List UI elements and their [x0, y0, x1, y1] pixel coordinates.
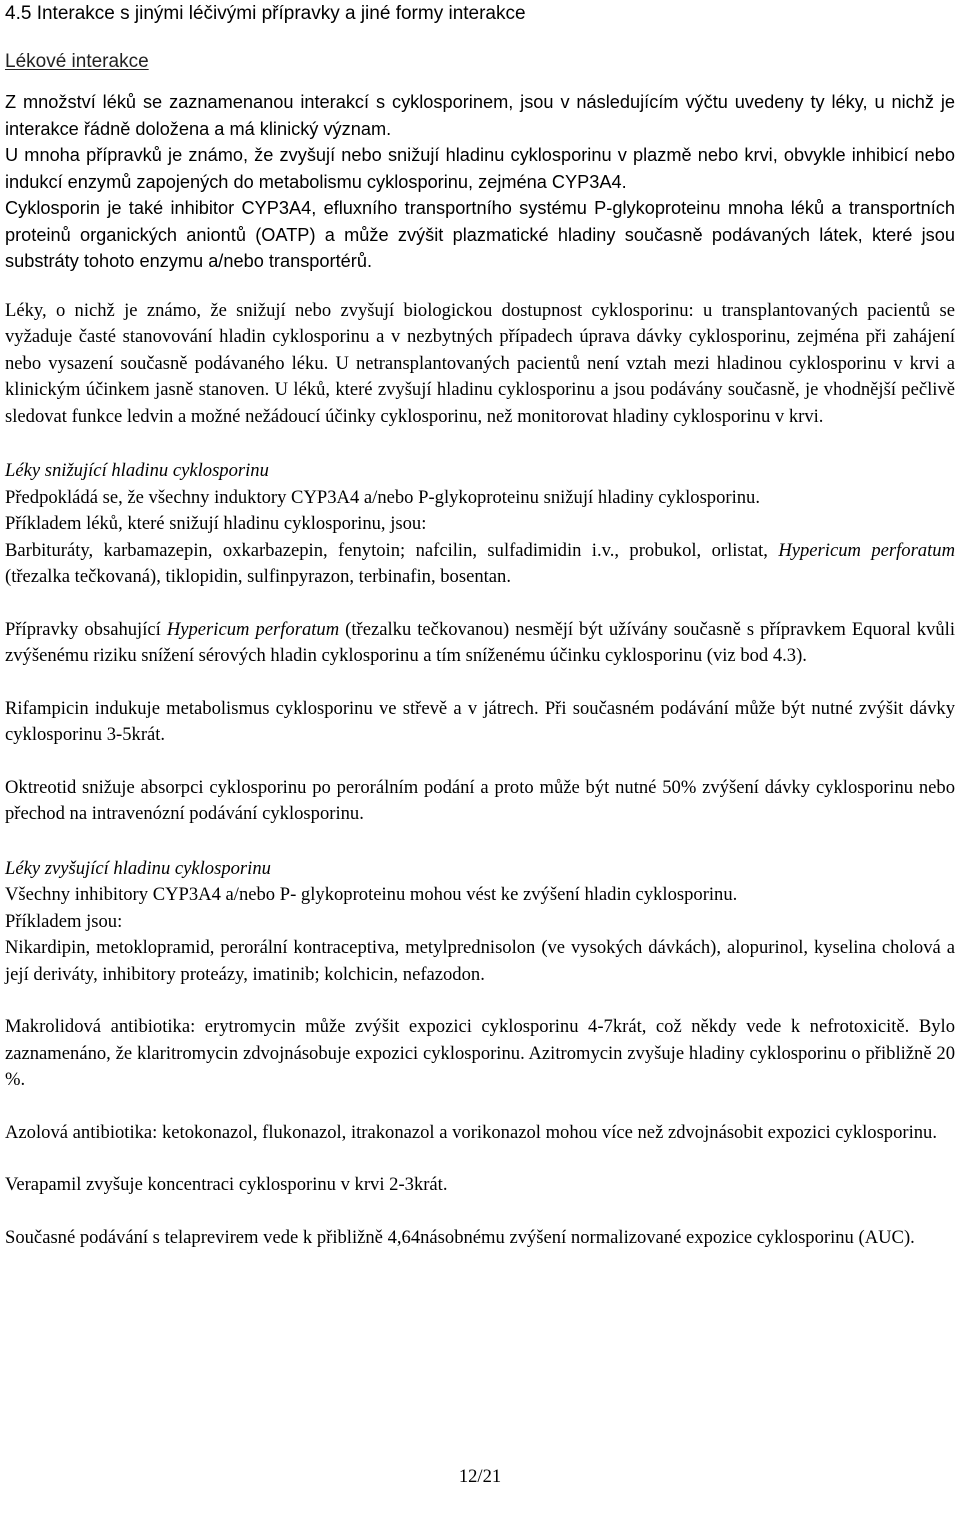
hypericum-start: Přípravky obsahující — [5, 618, 161, 640]
increasing-line-2: Příkladem jsou: — [5, 910, 123, 932]
increasing-line-1: Všechny inhibitory CYP3A4 a/nebo P- glykoproteinu mohou vést ke zvýšení hladin cyklosporinu. — [5, 884, 738, 905]
decreasing-paragraph — [5, 485, 955, 591]
decreasing-list-start: Barbituráty, karbamazepin, oxkarbazepin, fenytoin; nafcilin, sulfadimidin i.v., probukol, orlistat, — [5, 539, 768, 561]
monitoring-paragraph — [5, 298, 955, 431]
telaprevir-paragraph: Současné podávání s telaprevirem vede k přibližně 4,64násobnému zvýšení normalizované expozice cyklosporinu (AUC). — [5, 1226, 915, 1248]
hypericum-italic: Hypericum perforatum — [166, 618, 340, 640]
monitoring-text-1: Léky, o nichž je známo, že snižují nebo zvyšují biologickou dostupnost cyklosporinu: u transplantovaných pacientů se vyžaduje časté stanovování hladin cyklosporinu a v nezbytných případech úprava dávky cyklosporinu, zejména při zahájení nebo vysazení současně podávaného léku. — [5, 299, 955, 374]
intro-text-1: Z množství léků se zaznamenanou interakcí s cyklosporinem, jsou v následujícím výčtu uvedeny ty léky, u nichž je interakce řádně doložena a má klinický význam. — [5, 92, 955, 139]
decreasing-list-end: (třezalka tečkovaná), tiklopidin, sulfinpyrazon, terbinafin, bosentan. — [5, 566, 511, 587]
page-number: 12/21 — [458, 1466, 502, 1487]
monitoring-text-3: U léků, které zvyšují hladinu cyklosporinu a jsou podávány současně, je vhodnější pečlivě sledovat funkce ledvin a možné nežádoucí účinky cyklosporinu, než monitorovat hladiny cyklosporinu v krvi. — [5, 379, 955, 427]
decreasing-heading: Léky snižující hladinu cyklosporinu — [5, 460, 269, 481]
section-title: 4.5 Interakce s jinými léčivými přípravky a jiné formy interakce — [5, 3, 526, 24]
monitoring-text-2: U netransplantovaných pacientů není vztah mezi hladinou cyklosporinu v krvi a klinickým účinkem jasně stanoven. — [5, 352, 955, 400]
rifampicin-paragraph: Rifampicin indukuje metabolismus cyklosporinu ve střevě a v játrech. Při současném podávání může být nutné zvýšit dávky cyklosporinu 3-5krát. — [5, 697, 955, 745]
increasing-heading: Léky zvyšující hladinu cyklosporinu — [5, 857, 271, 879]
macrolides-paragraph: Makrolidová antibiotika: erytromycin může zvýšit expozici cyklosporinu 4-7krát, což někdy vede k nefrotoxicitě. Bylo zaznamenáno, že klaritromycin zdvojnásobuje expozici cyklosporinu. Azitromycin zvyšuje hladiny cyklosporinu o přibližně 20 %. — [5, 1016, 955, 1090]
document-body — [5, 0, 955, 1251]
cyp3a4-paragraph — [5, 142, 955, 275]
decreasing-line-2: Příkladem léků, které snižují hladinu cyklosporinu, jsou: — [5, 513, 427, 534]
intro-paragraph — [5, 89, 955, 142]
azoles-paragraph: Azolová antibiotika: ketokonazol, flukonazol, itrakonazol a vorikonazol mohou více než zdvojnásobit expozici cyklosporinu. — [5, 1121, 938, 1143]
octreotide-paragraph: Oktreotid snižuje absorpci cyklosporinu po perorálním podání a proto může být nutné 50% zvýšení dávky cyklosporinu nebo přechod na intravenózní podávání cyklosporinu. — [5, 776, 955, 824]
intro-text-2: U mnoha přípravků je známo, že zvyšují nebo snižují hladinu cyklosporinu v plazmě nebo krvi, obvykle inhibicí nebo indukcí enzymů zapojených do metabolismu cyklosporinu, zejména CYP3A4. — [5, 145, 955, 192]
increasing-paragraph — [5, 882, 955, 988]
decreasing-list-italic: Hypericum perforatum — [778, 539, 955, 561]
intro-text-3: Cyklosporin je také inhibitor CYP3A4, efluxního transportního systému P-glykoproteinu mnoha léků a transportních proteinů organických aniontů (OATP) a může zvýšit plazmatické hladiny současně podávaných látek, které jsou substráty tohoto enzymu a/nebo transportérů. — [5, 198, 955, 271]
hypericum-end: (třezalku tečkovanou) nesmějí být užívány současně s přípravkem Equoral kvůli zvýšenému riziku snížení sérových hladin cyklosporinu a tím sníženému účinku cyklosporinu (viz bod 4.3). — [5, 618, 955, 666]
section-subheading: Lékové interakce — [5, 51, 149, 72]
verapamil-paragraph: Verapamil zvyšuje koncentraci cyklosporinu v krvi 2-3krát. — [5, 1174, 448, 1195]
hypericum-paragraph — [5, 617, 955, 670]
decreasing-line-1: Předpokládá se, že všechny induktory CYP3A4 a/nebo P-glykoproteinu snižují hladiny cyklosporinu. — [5, 486, 760, 508]
increasing-list: Nikardipin, metoklopramid, perorální kontraceptiva, metylprednisolon (ve vysokých dávkách), alopurinol, kyselina cholová a její deriváty, inhibitory proteázy, imatinib; kolchicin, nefazodon. — [5, 937, 955, 985]
